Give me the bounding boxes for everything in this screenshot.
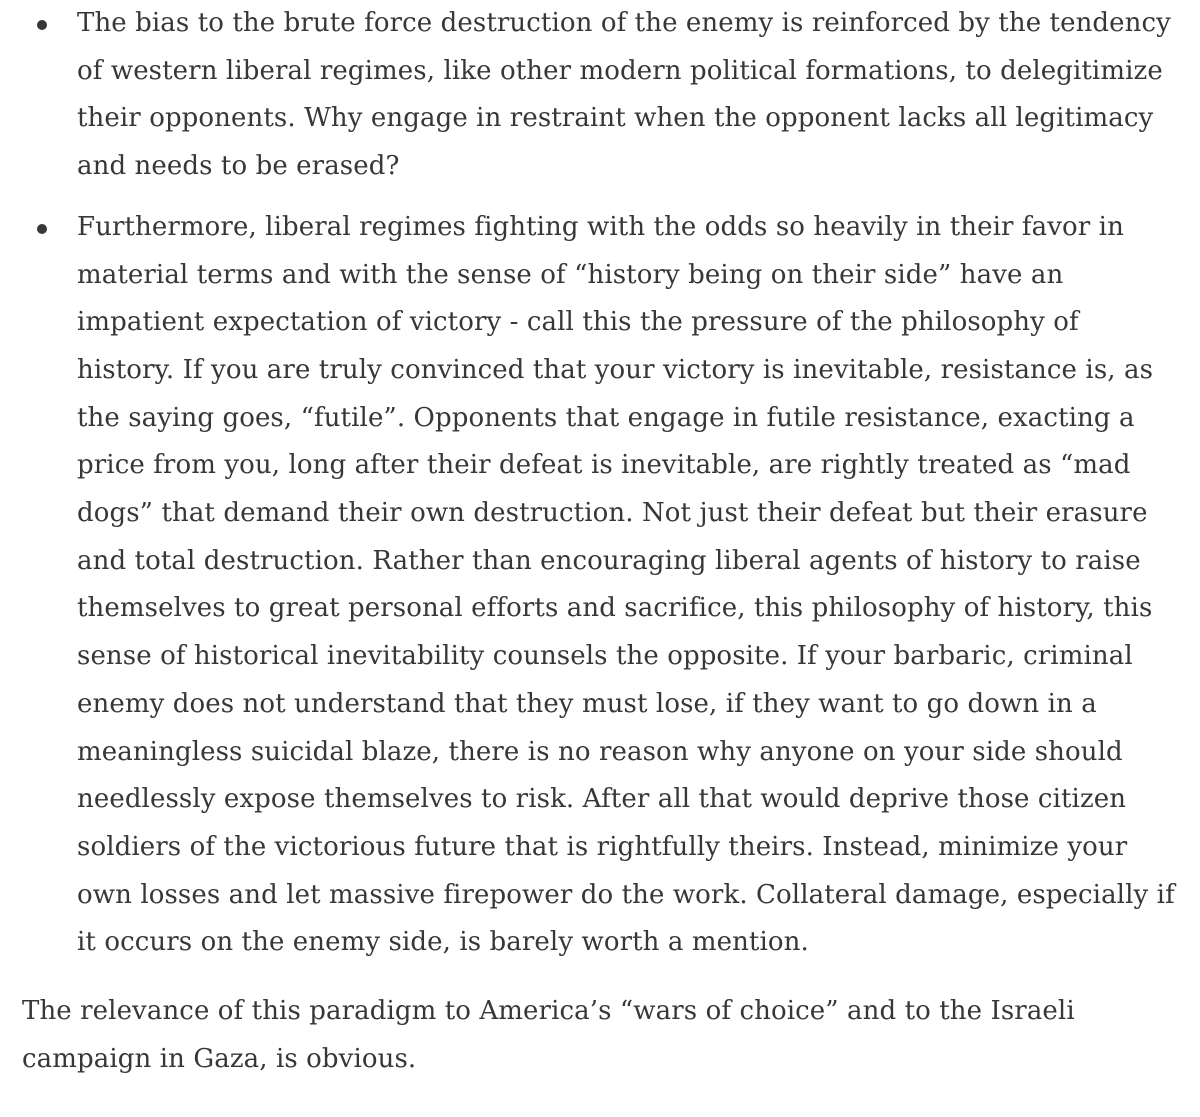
- bullet-dot-icon: [37, 20, 47, 30]
- list-item-text: The bias to the brute force destruction of the enemy is reinforced by the tendency of western liberal regimes, like other modern political formations, to delegitimize their opponents. Why engage in restraint when the opponent lacks all legitimacy and needs to be erased?: [77, 8, 1171, 182]
- list-item-text: Furthermore, liberal regimes fighting with the odds so heavily in their favor in material terms and with the sense of “history being on their side” have an impatient expectation of victory - call this the pressure of the philosophy of history. If you are truly convinced that your victory is inevitable, resistance is, as the saying goes, “futile”. Opponents that engage in futile resistance, exacting a price from you, long after their defeat is inevitable, are rightly treated as “mad dogs” that demand their own destruction. Not just their defeat but their erasure and total destruction. Rather than encouraging liberal agents of history to raise themselves to great personal efforts and sacrifice, this philosophy of history, this sense of historical inevitability counsels the opposite. If your barbaric, criminal enemy does not understand that they must lose, if they want to go down in a meaningless suicidal blaze, there is no reason why anyone on your side should needlessly expose themselves to risk. After all that would deprive those citizen soldiers of the victorious future that is rightfully theirs. Instead, minimize your own losses and let massive firepower do the work. Collateral damage, especially if it occurs on the enemy side, is barely worth a mention.: [77, 211, 1175, 958]
- list-item: [22, 0, 1178, 191]
- list-item: [22, 204, 1178, 967]
- bullet-list: [22, 0, 1178, 967]
- bullet-dot-icon: [37, 224, 47, 234]
- closing-paragraph: The relevance of this paradigm to America’s “wars of choice” and to the Israeli campaign in Gaza, is obvious.: [22, 996, 1075, 1074]
